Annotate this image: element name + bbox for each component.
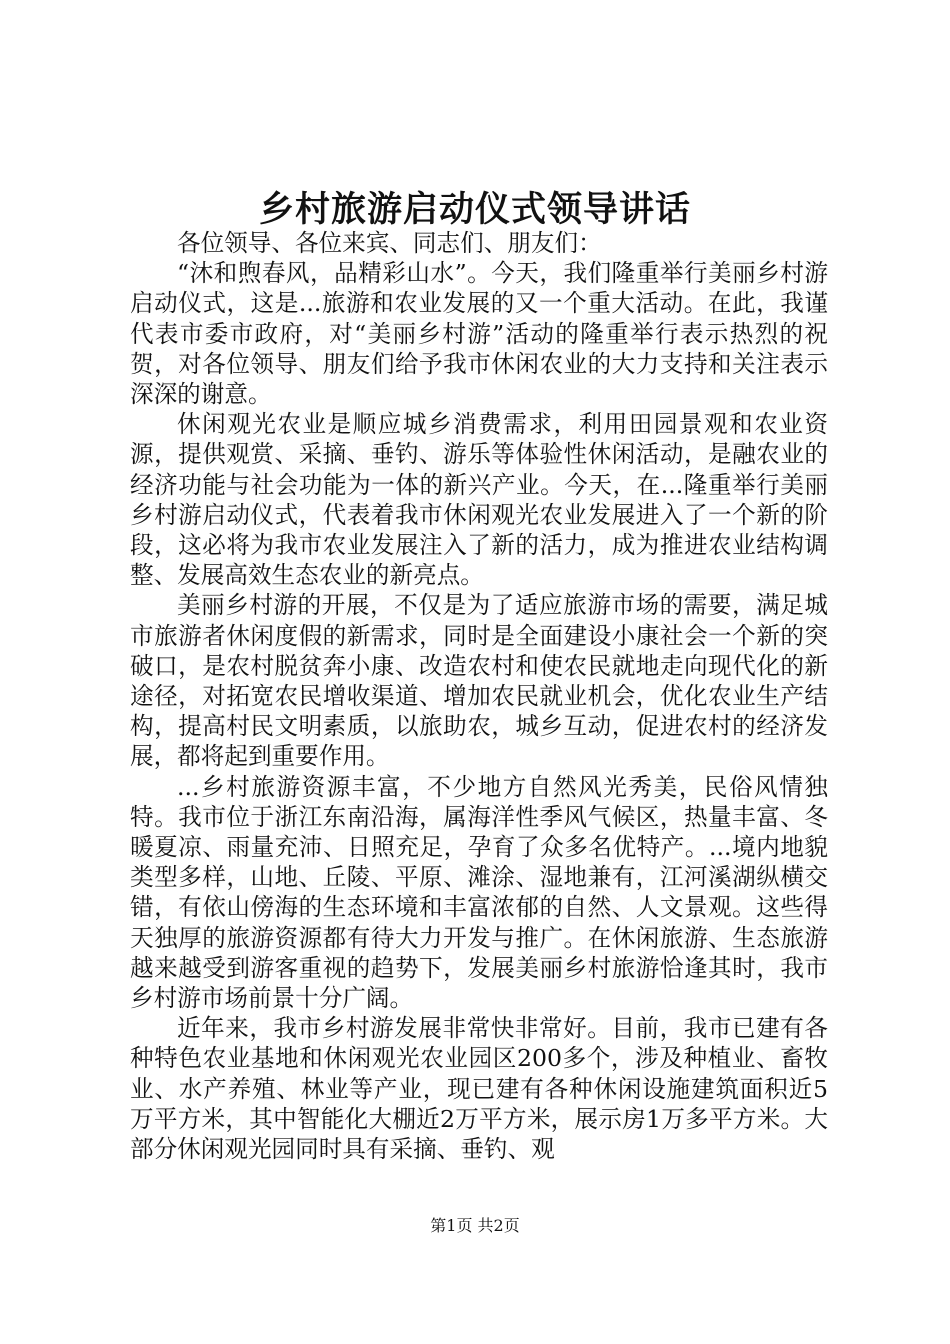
paragraph-significance: 美丽乡村游的开展，不仅是为了适应旅游市场的需要，满足城市旅游者休闲度假的新需求，同时是全面建设小康社会一个新的突破口，是农村脱贫奔小康、改造农村和使农民就地走向现代化的新途径，对拓宽农民增收渠道、增加农民就业机会，优化农业生产结构，提高村民文明素质，以旅助农，城乡互动，促进农村的经济发展，都将起到重要作用。 (130, 591, 828, 771)
paragraph-opening: “沐和煦春风，品精彩山水”。今天，我们隆重举行美丽乡村游启动仪式，这是...旅游和农业发展的又一个重大活动。在此，我谨代表市委市政府，对“美丽乡村游”活动的隆重举行表示热烈的祝贺，对各位领导、朋友们给予我市休闲农业的大力支持和关注表示深深的谢意。 (130, 259, 828, 409)
document-title: 乡村旅游启动仪式领导讲话 (258, 189, 691, 230)
paragraph-resources: ...乡村旅游资源丰富，不少地方自然风光秀美，民俗风情独特。我市位于浙江东南沿海，属海洋性季风气候区，热量丰富、冬暖夏凉、雨量充沛、日照充足，孕育了众多名优特产。...境内地貌类型多样，山地、丘陵、平原、滩涂、湿地兼有，江河溪湖纵横交错，有依山傍海的生态环境和丰富浓郁的自然、人文景观。这些得天独厚的旅游资源都有待大力开发与推广。在休闲旅游、生态旅游越来越受到游客重视的趋势下，发展美丽乡村旅游恰逢其时，我市乡村游市场前景十分广阔。 (130, 772, 828, 1013)
paragraph-development: 近年来，我市乡村游发展非常快非常好。目前，我市已建有各种特色农业基地和休闲观光农业园区200多个，涉及种植业、畜牧业、水产养殖、林业等产业，现已建有各种休闲设施建筑面积近5万平方米，其中智能化大棚近2万平方米，展示房1万多平方米。大部分休闲观光园同时具有采摘、垂钓、观 (130, 1014, 828, 1164)
greeting-paragraph: 各位领导、各位来宾、同志们、朋友们： (177, 229, 602, 257)
page-number-footer: 第1页 共2页 (430, 1216, 520, 1235)
document-body (130, 228, 828, 1164)
paragraph-leisure-agriculture: 休闲观光农业是顺应城乡消费需求，利用田园景观和农业资源，提供观赏、采摘、垂钓、游乐等体验性休闲活动，是融农业的经济功能与社会功能为一体的新兴产业。今天，在...隆重举行美丽乡村游启动仪式，代表着我市休闲观光农业发展进入了一个新的阶段，这必将为我市农业发展注入了新的活力，成为推进农业结构调整、发展高效生态农业的新亮点。 (130, 410, 828, 590)
